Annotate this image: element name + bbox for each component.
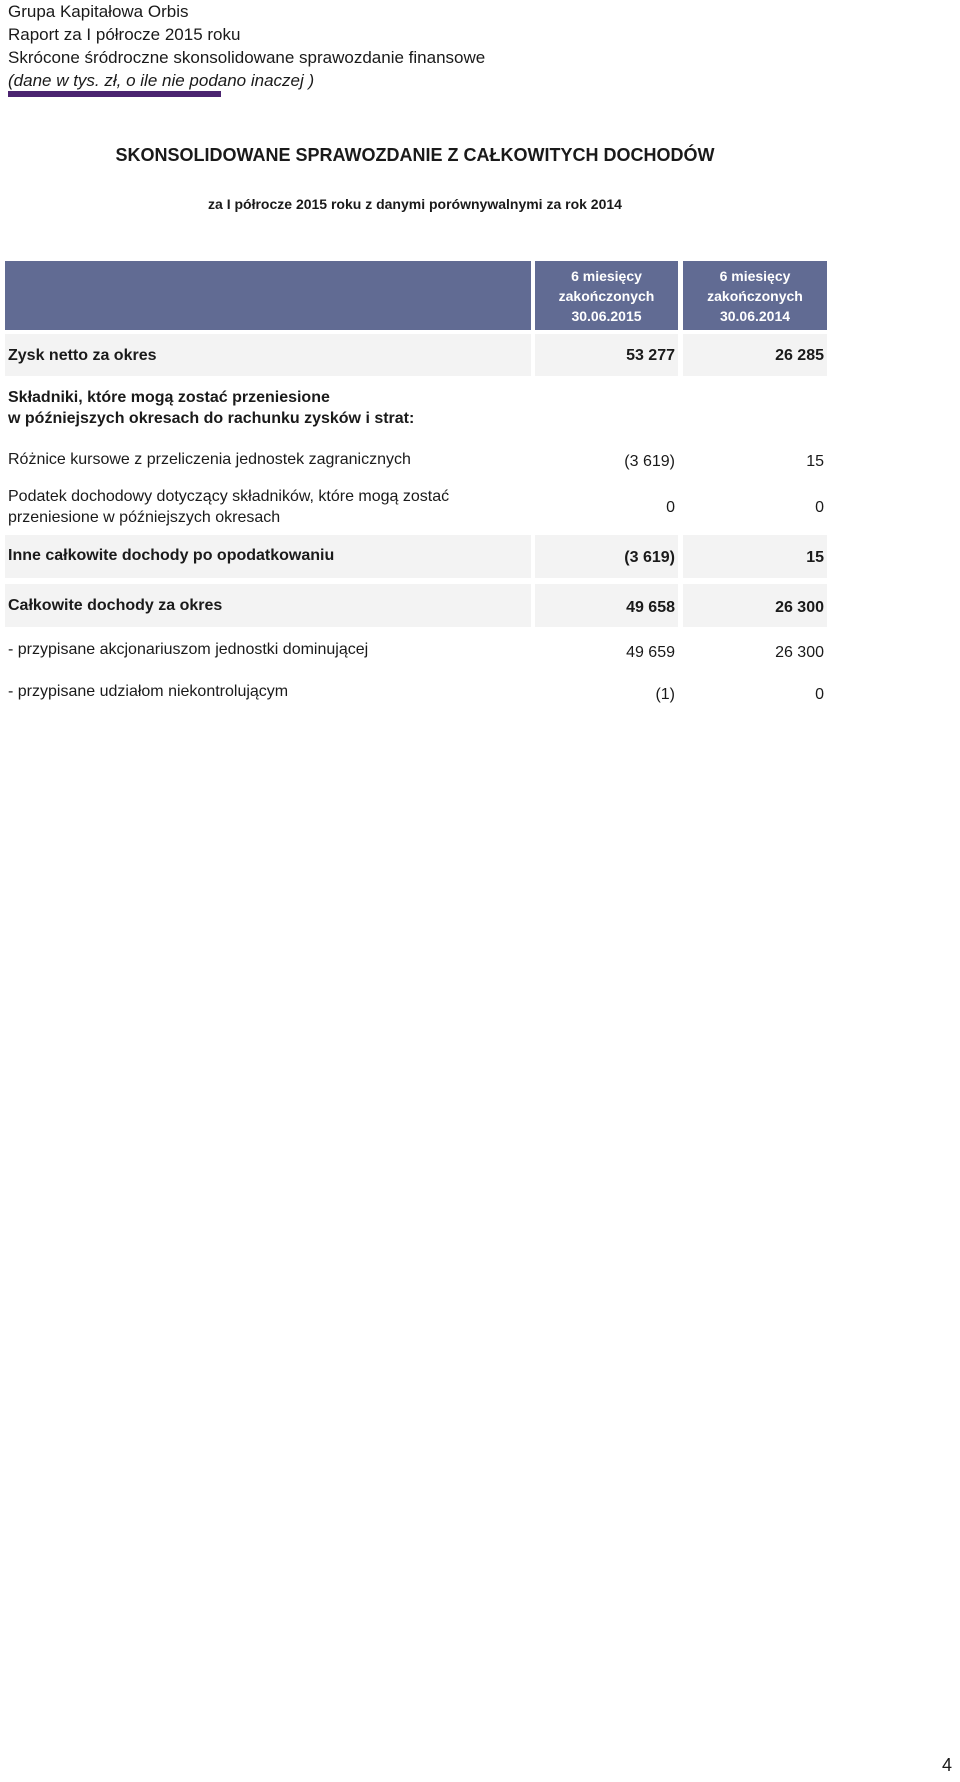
row-value-2015: (3 619): [624, 549, 675, 566]
page-number: 4: [941, 1755, 952, 1775]
row-value-2014: 15: [806, 453, 824, 470]
table-row-net-profit: [5, 334, 827, 376]
table-row-attributable-parent: [5, 632, 827, 672]
row-value-2015: 53 277: [626, 347, 675, 364]
row-label: Zysk netto za okres: [8, 347, 157, 364]
report-name: Raport za I półrocze 2015 roku: [8, 25, 241, 44]
col-2014-line2: zakończonych: [707, 288, 803, 304]
table-row-section-header: [5, 381, 827, 437]
row-value-2014: 15: [806, 549, 824, 566]
document-header: [8, 0, 485, 92]
row-value-2015: 0: [666, 499, 675, 516]
row-value-2015: 49 658: [626, 599, 675, 616]
col-2014-line3: 30.06.2014: [719, 308, 791, 324]
row-value-2015: 49 659: [626, 644, 675, 661]
row-label-line1: Podatek dochodowy dotyczący składników, które mogą zostać: [8, 488, 450, 505]
row-value-2014: 26 285: [775, 347, 824, 364]
header-divider: [8, 91, 221, 97]
table-header-label-cell: [5, 261, 531, 330]
page-subtitle: za I półrocze 2015 roku z danymi porównywalnymi za rok 2014: [208, 196, 622, 212]
table-row-attributable-non-controlling: [5, 676, 827, 716]
row-value-2014: 26 300: [775, 599, 824, 616]
col-2014-line1: 6 miesięcy: [719, 268, 791, 284]
col-2015-line2: zakończonych: [558, 288, 655, 304]
table-row-income-tax: [5, 482, 827, 532]
section-label-line2: w późniejszych okresach do rachunku zysków i strat:: [8, 410, 415, 427]
row-value-2015: (3 619): [624, 453, 675, 470]
units-note: (dane w tys. zł, o ile nie podano inaczej ): [8, 71, 315, 90]
row-label: Różnice kursowe z przeliczenia jednostek zagranicznych: [8, 451, 411, 468]
row-value-2014: 0: [815, 686, 824, 703]
table-row-total-comprehensive-income: [5, 584, 827, 627]
row-label: Inne całkowite dochody po opodatkowaniu: [8, 547, 335, 564]
row-label: - przypisane udziałom niekontrolującym: [8, 683, 289, 700]
row-label: - przypisane akcjonariuszom jednostki dominującej: [8, 641, 369, 658]
statement-type: Skrócone śródroczne skonsolidowane sprawozdanie finansowe: [8, 48, 486, 67]
table-header-col-2014: [683, 261, 827, 330]
table-row-other-comprehensive-income: [5, 535, 827, 578]
page-title: SKONSOLIDOWANE SPRAWOZDANIE Z CAŁKOWITYCH DOCHODÓW: [115, 145, 715, 165]
row-label: Całkowite dochody za okres: [8, 597, 223, 614]
col-2015-line3: 30.06.2015: [571, 308, 642, 324]
table-header-col-2015: [535, 261, 678, 330]
row-value-2014: 26 300: [775, 644, 824, 661]
row-value-2015: (1): [655, 686, 675, 703]
row-label-line2: przeniesione w późniejszych okresach: [8, 509, 281, 526]
row-value-2014: 0: [815, 499, 824, 516]
col-2015-line1: 6 miesięcy: [571, 268, 642, 284]
table-row-fx-differences: [5, 443, 827, 477]
section-label-line1: Składniki, które mogą zostać przeniesione: [8, 389, 330, 406]
company-name: Grupa Kapitałowa Orbis: [8, 2, 189, 21]
